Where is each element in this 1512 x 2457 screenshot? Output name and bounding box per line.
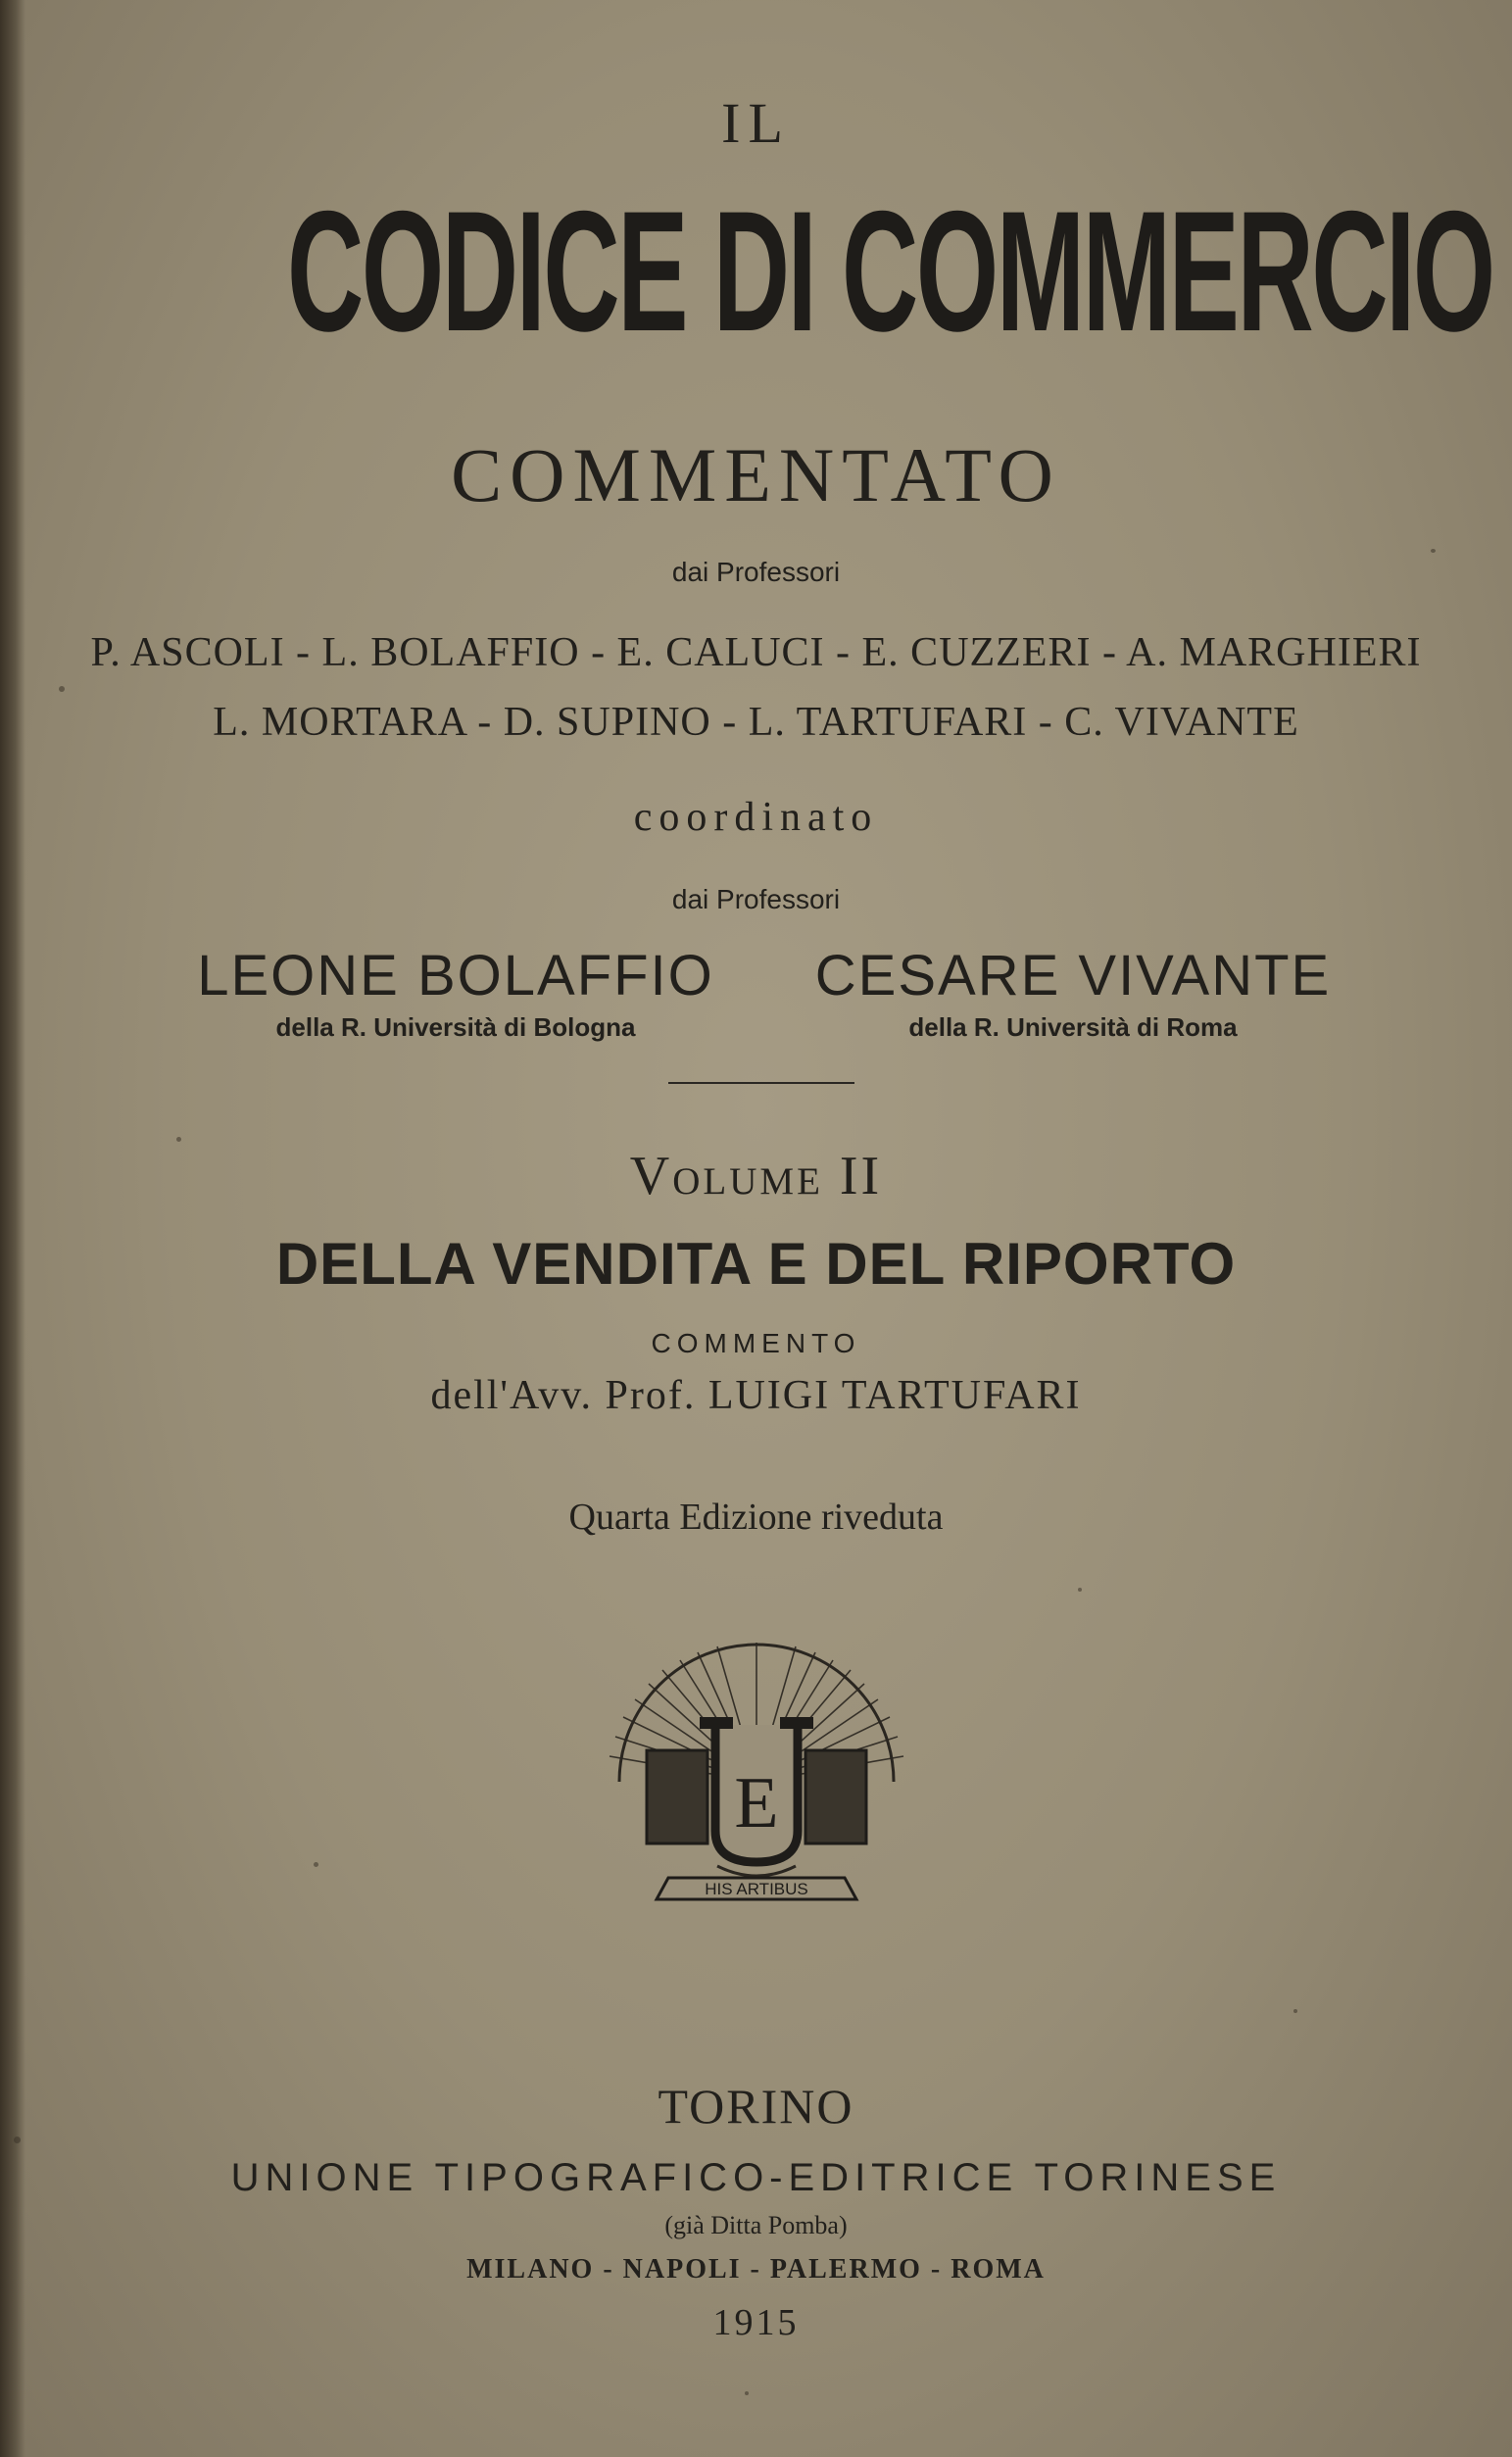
editors-intro: dai Professori	[671, 884, 841, 914]
editor-bolaffio	[181, 943, 730, 1043]
volume-label: Volume II	[629, 1146, 883, 1206]
imprint-former-name: (già Ditta Pomba)	[664, 2211, 848, 2239]
imprint-year: 1915	[712, 2302, 800, 2343]
editor-name: CESARE VIVANTE	[814, 944, 1332, 1007]
title-commentato: COMMENTATO	[451, 432, 1061, 517]
title-article: IL	[721, 91, 791, 155]
editor-name: LEONE BOLAFFIO	[197, 944, 714, 1007]
editor-vivante	[794, 943, 1352, 1043]
svg-text:E: E	[734, 1763, 779, 1843]
volume-author: dell'Avv. Prof. LUIGI TARTUFARI	[430, 1373, 1082, 1418]
imprint-cities: MILANO - NAPOLI - PALERMO - ROMA	[466, 2254, 1046, 2285]
divider	[668, 1082, 854, 1084]
contributors-intro: dai Professori	[671, 557, 841, 587]
imprint-city: TORINO	[658, 2079, 854, 2134]
emblem-motto: HIS ARTIBUS	[705, 1880, 808, 1898]
edition-note: Quarta Edizione riveduta	[568, 1497, 944, 1538]
contributors-line-1: P. ASCOLI - L. BOLAFFIO - E. CALUCI - E. CUZZERI - A. MARGHIERI	[90, 630, 1422, 675]
commento-label: COMMENTO	[651, 1328, 861, 1358]
volume-subtitle: DELLA VENDITA E DEL RIPORTO	[275, 1231, 1237, 1297]
coordinated-label: coordinato	[633, 795, 879, 840]
contributors-line-2: L. MORTARA - D. SUPINO - L. TARTUFARI - C. VIVANTE	[213, 700, 1299, 745]
publisher-emblem-icon	[600, 1635, 913, 1929]
editor-university: della R. Università di Roma	[908, 1012, 1238, 1042]
editor-university: della R. Università di Bologna	[275, 1012, 636, 1042]
imprint-publisher: UNIONE TIPOGRAFICO-EDITRICE TORINESE	[230, 2156, 1282, 2199]
book-title: CODICE DI COMMERCIO	[286, 176, 1493, 368]
